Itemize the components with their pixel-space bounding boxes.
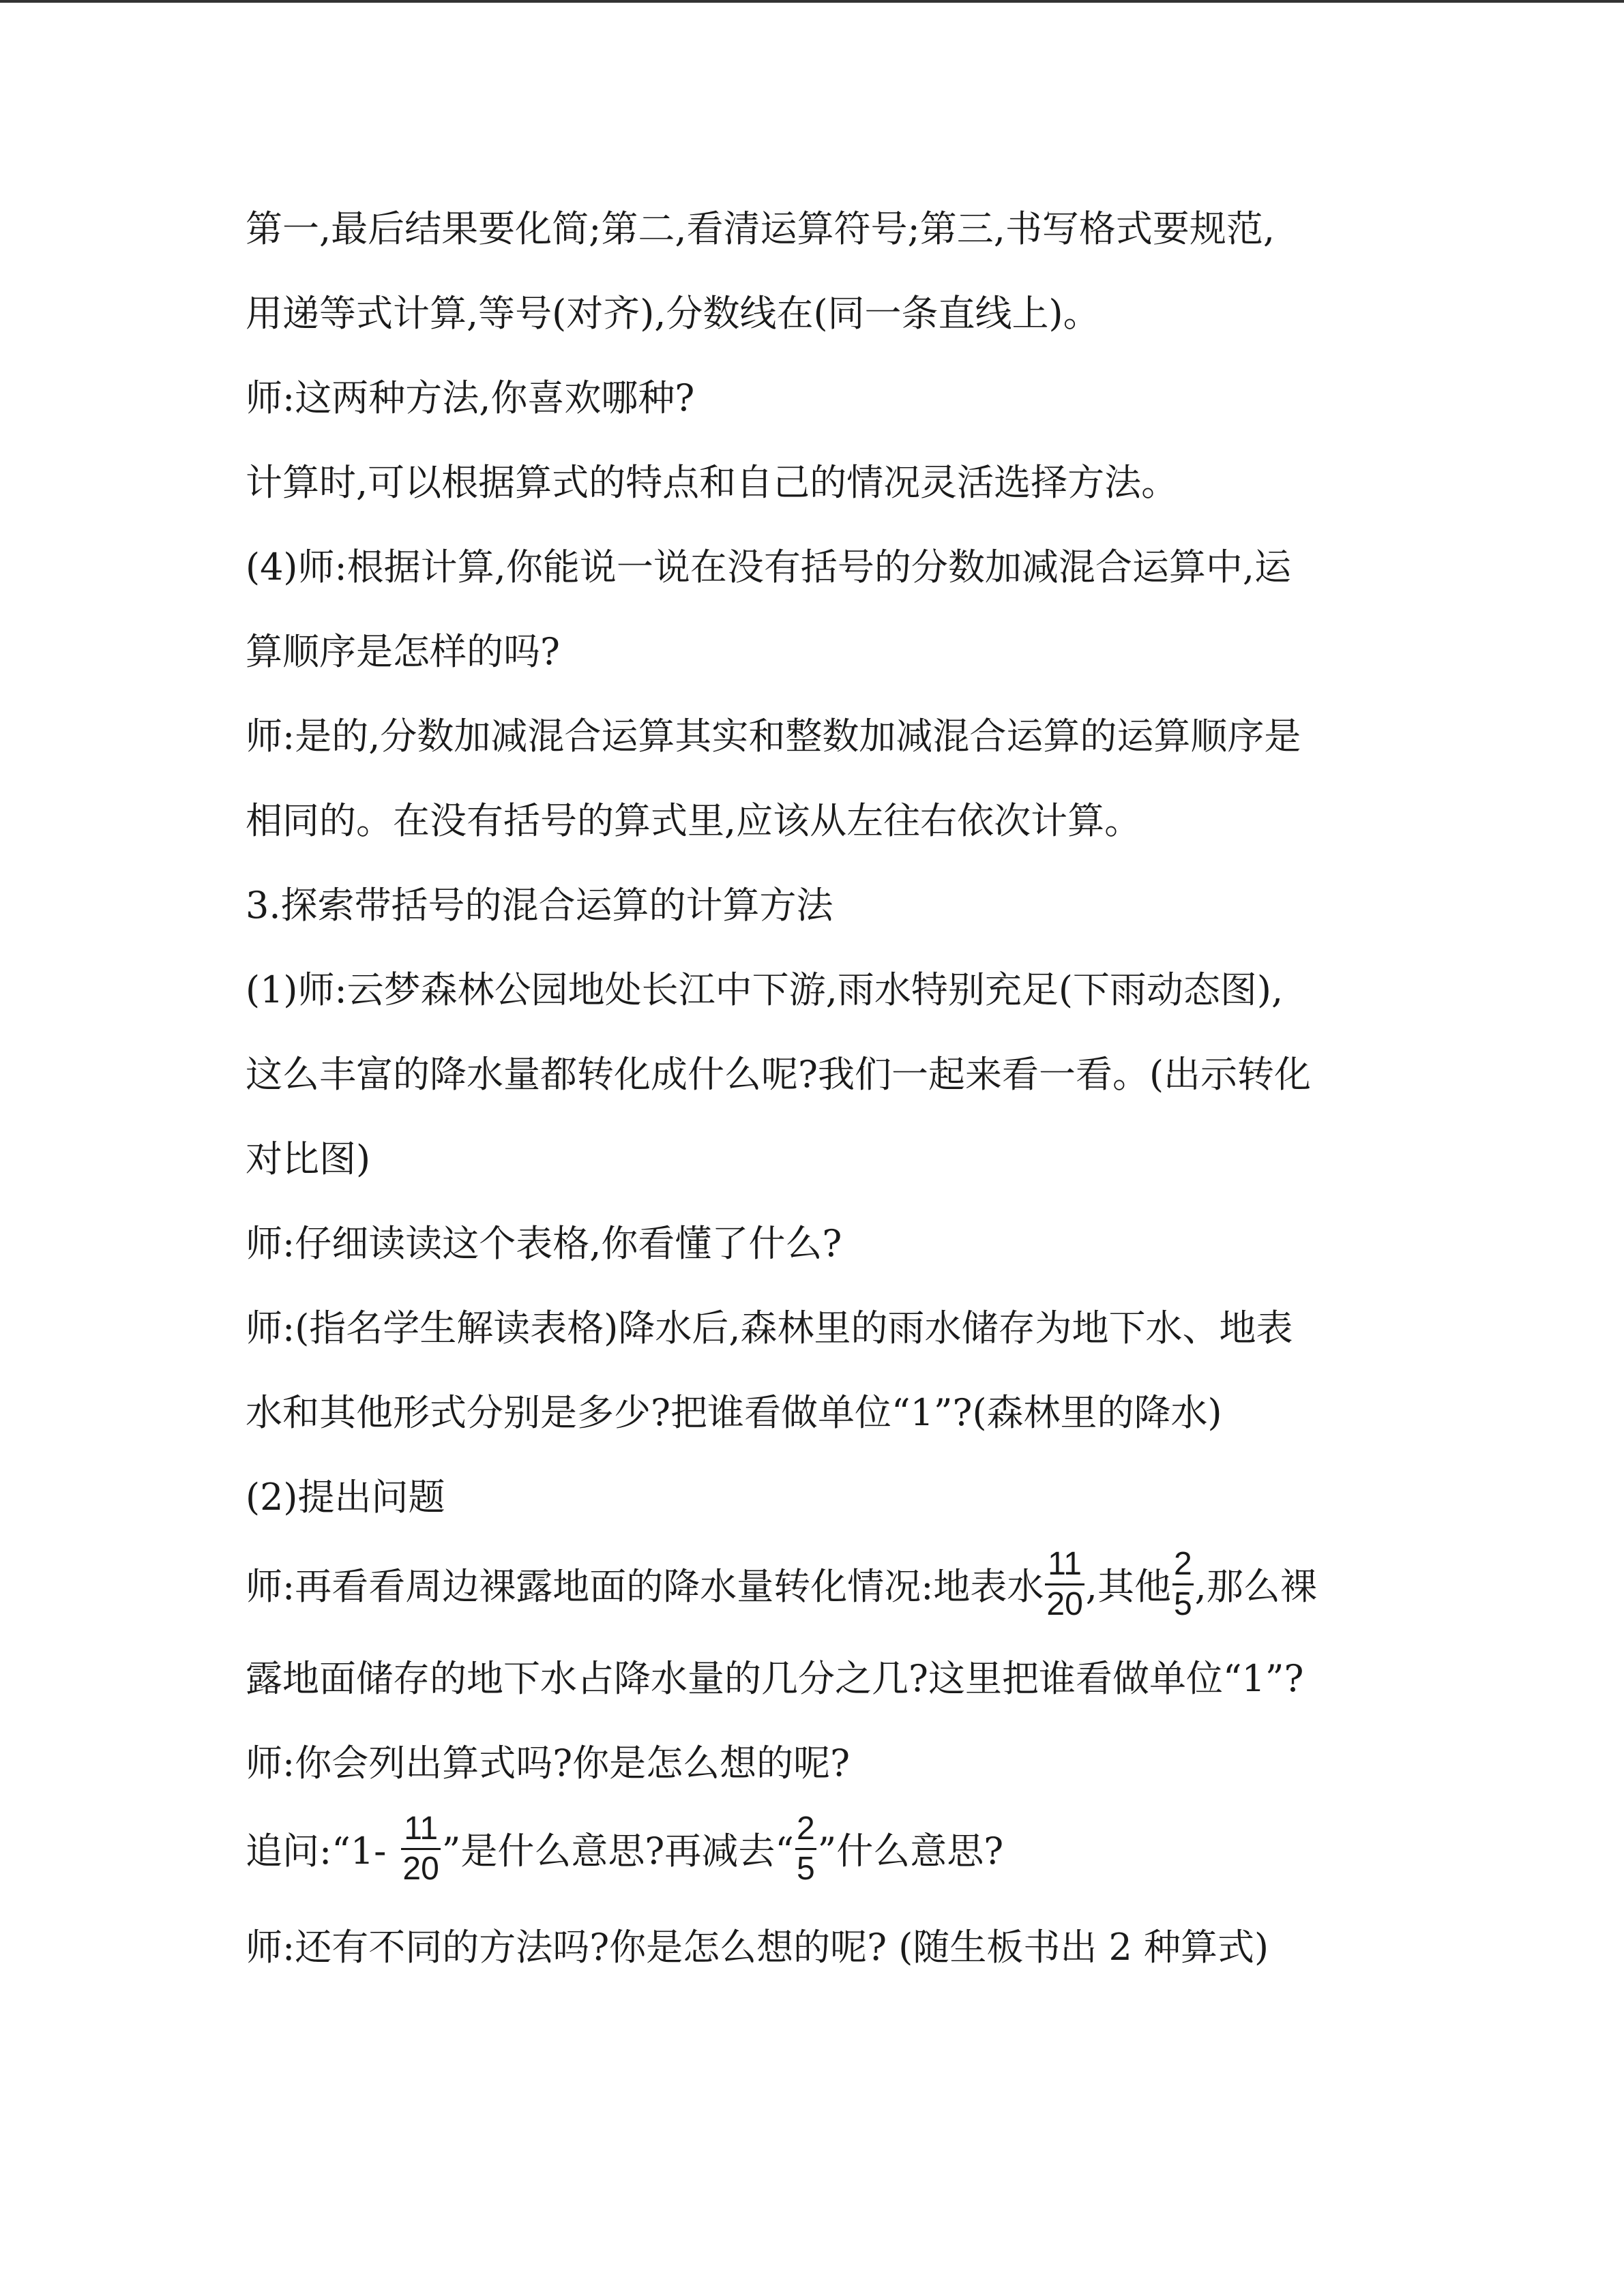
paragraph-line: 师:(指名学生解读表格)降水后,森林里的雨水储存为地下水、地表 [246, 1307, 1293, 1350]
paragraph-line: 师:仔细读读这个表格,你看懂了什么? [246, 1222, 842, 1265]
paragraph-line: 水和其他形式分别是多少?把谁看做单位“1”?(森林里的降水) [246, 1391, 1222, 1434]
top-border [0, 0, 1624, 3]
fraction [401, 1810, 440, 1888]
fraction-denominator: 20 [402, 1850, 439, 1887]
fraction-line [246, 1533, 1317, 1635]
fraction-line [246, 1798, 1003, 1900]
fraction-denominator: 5 [1173, 1585, 1192, 1622]
paragraph-line: 师:你会列出算式吗?你是怎么想的呢? [246, 1742, 851, 1785]
paragraph-line: 师:这两种方法,你喜欢哪种? [246, 376, 695, 419]
paragraph-line: (4)师:根据计算,你能说一说在没有括号的分数加减混合运算中,运 [246, 546, 1292, 588]
fraction-numerator: 11 [401, 1810, 440, 1850]
fraction-denominator: 5 [796, 1850, 815, 1887]
paragraph-line: 相同的。在没有括号的算式里,应该从左往右依次计算。 [246, 799, 1142, 842]
paragraph-line: 对比图) [246, 1137, 371, 1180]
text-segment: 追问:“1- [246, 1830, 387, 1873]
section-heading: 3.探索带括号的混合运算的计算方法 [246, 884, 833, 927]
paragraph-line: 计算时,可以根据算式的特点和自己的情况灵活选择方法。 [246, 461, 1179, 504]
paragraph-line: 用递等式计算,等号(对齐),分数线在(同一条直线上)。 [246, 292, 1100, 335]
paragraph-line: 第一,最后结果要化简;第二,看清运算符号;第三,书写格式要规范, [246, 207, 1275, 250]
fraction [795, 1810, 816, 1888]
fraction [1045, 1545, 1084, 1624]
fraction-numerator: 2 [1172, 1545, 1194, 1585]
paragraph-line: 这么丰富的降水量都转化成什么呢?我们一起来看一看。(出示转化 [246, 1053, 1312, 1096]
paragraph-line: 师:是的,分数加减混合运算其实和整数加减混合运算的运算顺序是 [246, 715, 1301, 758]
text-segment: ,那么裸 [1194, 1565, 1317, 1608]
paragraph-line: 师:还有不同的方法吗?你是怎么想的呢? (随生板书出 2 种算式) [246, 1926, 1269, 1969]
paragraph-line: (1)师:云梦森林公园地处长江中下游,雨水特别充足(下雨动态图), [246, 968, 1284, 1011]
text-segment: ”是什么意思?再减去“ [441, 1830, 794, 1873]
text-segment: ,其他 [1085, 1565, 1171, 1608]
fraction [1172, 1545, 1194, 1624]
text-segment: 师:再看看周边裸露地面的降水量转化情况:地表水 [246, 1565, 1044, 1608]
subheading: (2)提出问题 [246, 1476, 445, 1519]
paragraph-line: 露地面储存的地下水占降水量的几分之几?这里把谁看做单位“1”? [246, 1657, 1304, 1700]
text-segment: ”什么意思? [817, 1830, 1004, 1873]
fraction-denominator: 20 [1046, 1585, 1083, 1622]
fraction-numerator: 2 [795, 1810, 816, 1850]
paragraph-line: 算顺序是怎样的吗? [246, 630, 560, 673]
fraction-numerator: 11 [1045, 1545, 1084, 1585]
